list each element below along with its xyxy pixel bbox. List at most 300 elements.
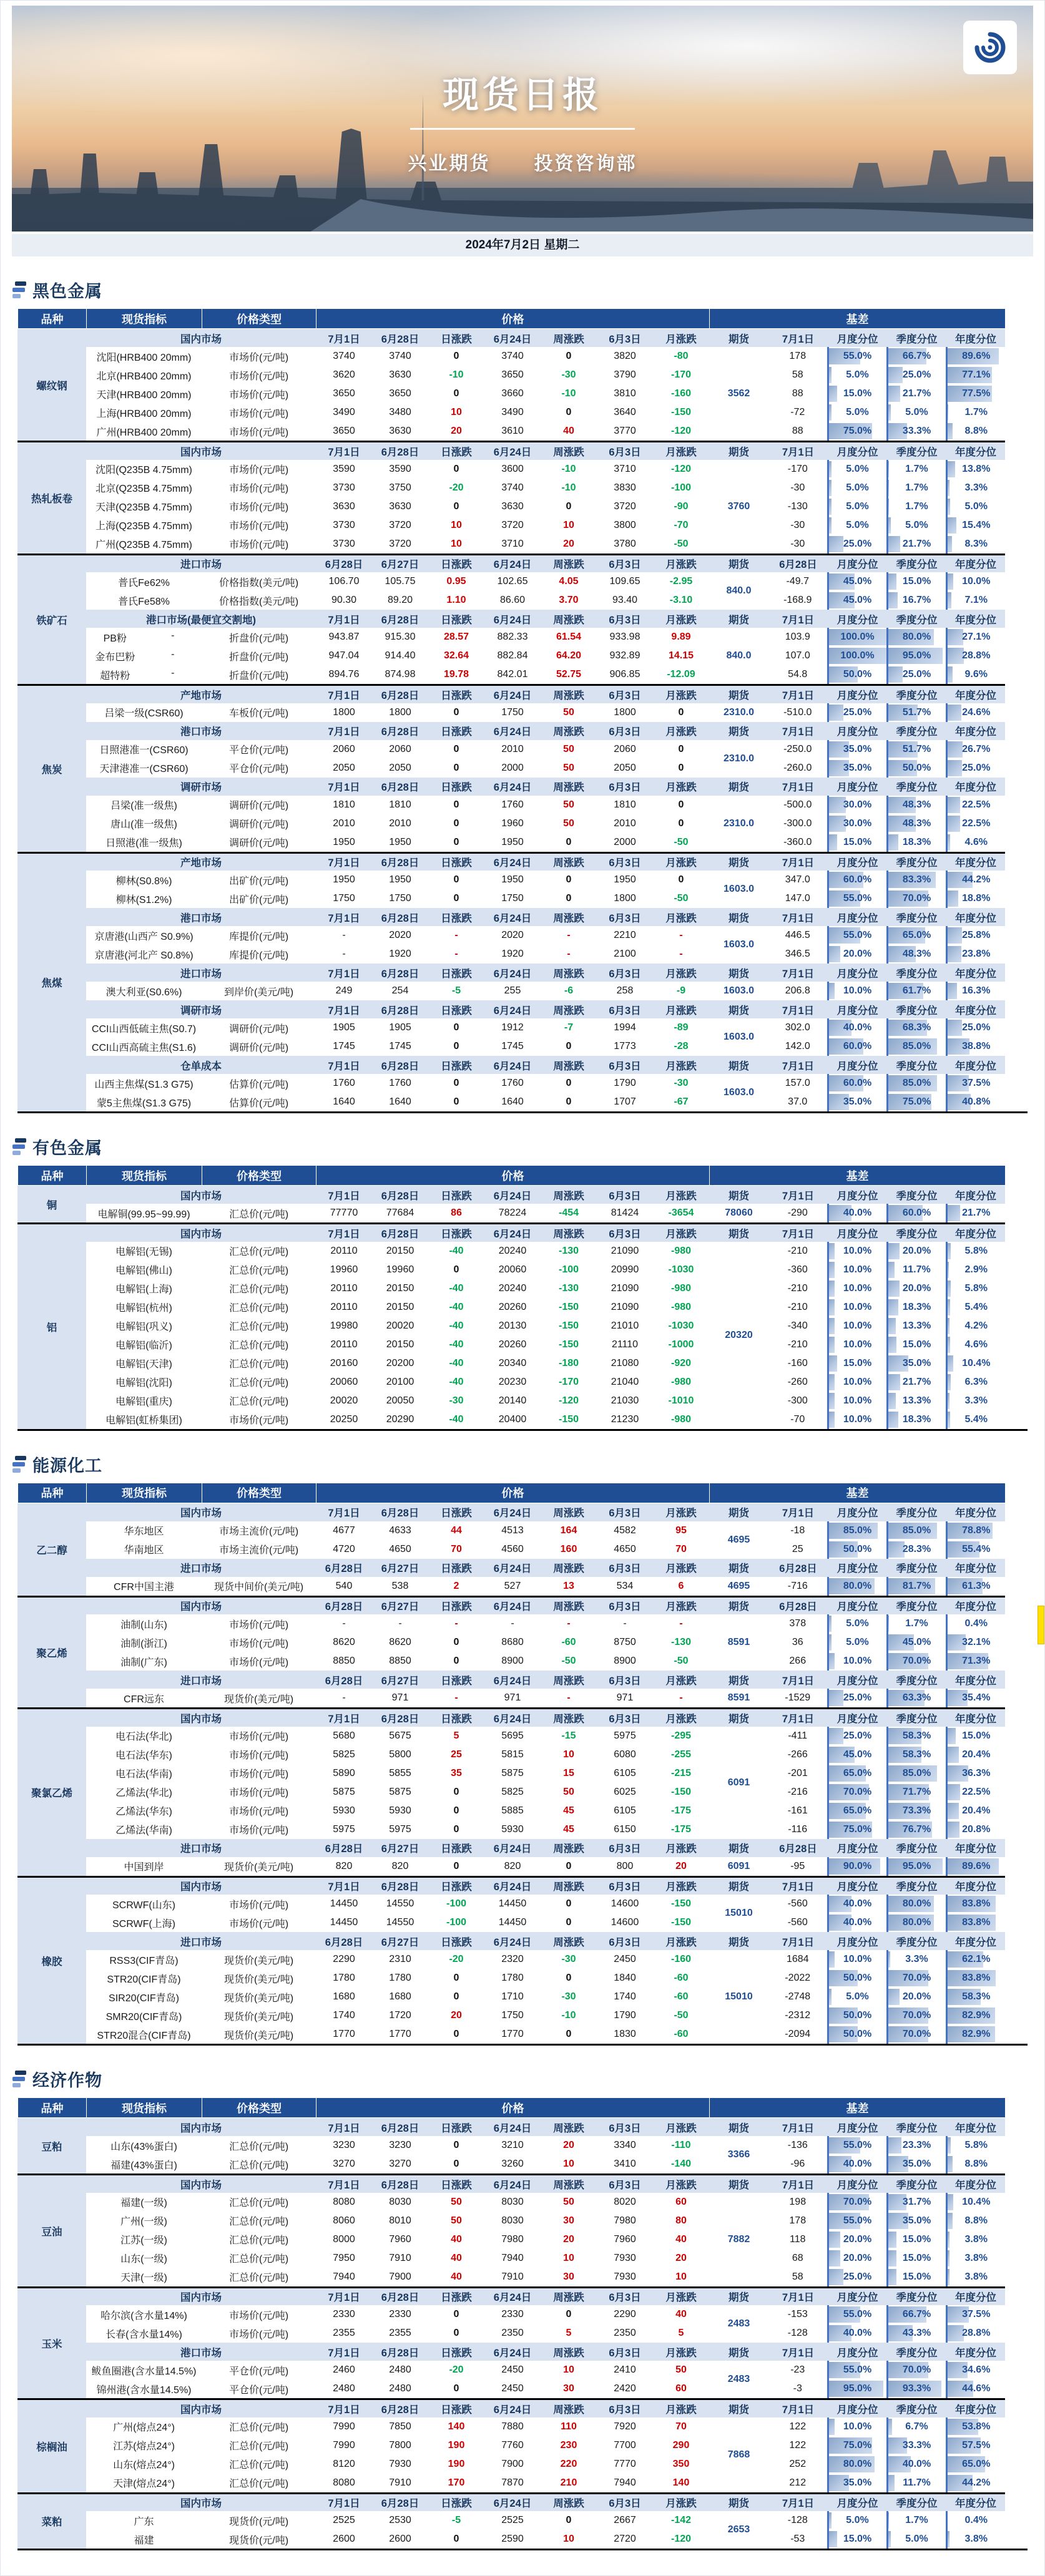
date-column-header: 周涨跌 — [541, 2399, 597, 2417]
table-row — [17, 1652, 1005, 1671]
market-subheader-row — [17, 1000, 1005, 1018]
price-value-cell: 1800 — [316, 703, 372, 722]
table-row — [17, 2230, 1005, 2249]
market-subheader-row — [17, 1671, 1005, 1689]
price-value-cell: 6150 — [597, 1820, 653, 1839]
percentile-column-header: 季度分位 — [887, 778, 946, 796]
column-header-cell: 现货指标 — [87, 309, 202, 329]
table-row — [17, 665, 1005, 684]
percentile-value: 21.7% — [888, 1377, 946, 1388]
percentile-cell — [887, 1820, 946, 1839]
change-value-cell: 30 — [541, 2268, 597, 2286]
price-value-cell: 3730 — [316, 516, 372, 535]
price-value-cell: 800 — [597, 1857, 653, 1876]
date-column-header: 6月24日 — [484, 1671, 541, 1689]
percentile-cell — [887, 1074, 946, 1093]
market-label: 进口市场 — [86, 1932, 316, 1950]
percentile-cell — [828, 926, 887, 945]
table-row — [17, 2511, 1005, 2530]
date-column-header: 周涨跌 — [541, 778, 597, 796]
market-label: 调研市场 — [86, 1000, 316, 1018]
market-subheader-row — [17, 852, 1005, 871]
indicator-cell: 电解铜(99.95~99.99) — [86, 1204, 202, 1222]
market-subheader-row — [17, 778, 1005, 796]
percentile-cell — [887, 1745, 946, 1764]
price-value-cell: 7940 — [484, 2249, 541, 2268]
date-column-header: 周涨跌 — [541, 1503, 597, 1521]
section-header — [12, 1452, 1028, 1476]
change-value-cell: -5 — [428, 2511, 484, 2530]
basis-value-cell: -216 — [768, 1783, 828, 1802]
price-value-cell: 20400 — [484, 1410, 541, 1429]
price-value-cell: 1790 — [597, 2006, 653, 2025]
percentile-cell — [828, 833, 887, 852]
percentile-value: 93.3% — [888, 2383, 946, 2394]
price-value-cell: 2050 — [597, 759, 653, 778]
indicator-cell: 广州(HRB400 20mm) — [86, 422, 202, 441]
price-value-cell: 1760 — [316, 1074, 372, 1093]
percentile-cell — [946, 646, 1005, 665]
price-value-cell: 21090 — [597, 1279, 653, 1298]
change-value-cell: -90 — [653, 497, 709, 516]
date-column-header: 7月1日 — [316, 2287, 372, 2305]
percentile-cell — [946, 516, 1005, 535]
percentile-cell — [887, 572, 946, 591]
market-label: 国内市场 — [86, 2118, 316, 2136]
percentile-cell — [887, 2474, 946, 2492]
price-type-cell: 折盘价(元/吨) — [202, 628, 316, 646]
market-label: 国内市场 — [86, 1503, 316, 1521]
basis-date-header: 7月1日 — [768, 1709, 828, 1727]
percentile-value: 5.0% — [948, 501, 1006, 512]
indicator-cell: 日照港(准一级焦) — [86, 833, 202, 852]
price-value-cell: 1994 — [597, 1018, 653, 1037]
percentile-cell — [828, 2212, 887, 2230]
indicator-cell: 山东(一级) — [86, 2249, 202, 2268]
futures-price-cell: 1603.0 — [709, 871, 768, 908]
percentile-value: 44.2% — [948, 874, 1006, 886]
price-value-cell: 1950 — [372, 833, 428, 852]
table-row — [17, 1913, 1005, 1932]
column-header-cell: 价格类型 — [202, 2098, 316, 2118]
percentile-column-header: 月度分位 — [828, 1709, 887, 1727]
percentile-value: 20.4% — [948, 1805, 1006, 1817]
percentile-value: 75.0% — [829, 2440, 886, 2451]
percentile-value: 26.7% — [948, 744, 1006, 755]
percentile-value: 5.0% — [829, 407, 886, 418]
price-value-cell: 1740 — [316, 2006, 372, 2025]
change-value-cell: 0 — [653, 703, 709, 722]
percentile-value: 21.7% — [888, 388, 946, 399]
variety-group-table — [17, 2174, 1005, 2286]
price-value-cell: 1760 — [372, 1074, 428, 1093]
percentile-value: 75.0% — [829, 426, 886, 437]
date-column-header: 周涨跌 — [541, 1559, 597, 1577]
percentile-cell — [828, 2155, 887, 2174]
change-value-cell: 20 — [541, 535, 597, 554]
indicator-cell: 天津(一级) — [86, 2268, 202, 2286]
price-value-cell: 7980 — [597, 2212, 653, 2230]
percentile-cell — [828, 497, 887, 516]
percentile-cell — [887, 833, 946, 852]
price-value-cell: 3230 — [316, 2136, 372, 2155]
percentile-cell — [887, 2530, 946, 2549]
percentile-value: 25.0% — [829, 539, 886, 550]
price-value-cell: 4650 — [372, 1540, 428, 1559]
percentile-value: 6.7% — [888, 2421, 946, 2432]
price-value-cell: 3230 — [372, 2136, 428, 2155]
percentile-value: 83.8% — [948, 1898, 1006, 1910]
market-subheader-row — [17, 2118, 1005, 2136]
change-value-cell: 10 — [428, 516, 484, 535]
percentile-value: 28.8% — [948, 650, 1006, 661]
date-column-header: 6月27日 — [372, 1559, 428, 1577]
variety-group-table — [17, 2492, 1005, 2549]
percentile-value: 2.9% — [948, 1264, 1006, 1276]
percentile-cell — [828, 703, 887, 722]
price-value-cell: 4720 — [316, 1540, 372, 1559]
variety-group-table — [17, 1222, 1005, 1429]
percentile-cell — [828, 1242, 887, 1261]
percentile-value: 34.6% — [948, 2364, 1006, 2376]
percentile-value: 5.0% — [829, 1637, 886, 1648]
percentile-cell — [828, 572, 887, 591]
change-value-cell: 14.15 — [653, 646, 709, 665]
percentile-value: 1.7% — [888, 1618, 946, 1629]
percentile-value: 55.0% — [829, 351, 886, 362]
change-value-cell: 20 — [541, 2136, 597, 2155]
percentile-value: 77.5% — [948, 388, 1006, 399]
date-column-header: 6月3日 — [597, 2399, 653, 2417]
indicator-with-note — [86, 668, 202, 682]
percentile-value: 35.0% — [829, 763, 886, 774]
date-column-header: 周涨跌 — [541, 442, 597, 460]
title-divider — [410, 128, 635, 130]
table-row — [17, 1727, 1005, 1745]
percentile-cell — [946, 1018, 1005, 1037]
percentile-value: 23.3% — [888, 2140, 946, 2151]
change-value-cell: -40 — [428, 1298, 484, 1317]
price-type-cell: 折盘价(元/吨) — [202, 665, 316, 684]
table-row — [17, 1392, 1005, 1410]
date-column-header: 日涨跌 — [428, 908, 484, 926]
price-value-cell: 1920 — [484, 945, 541, 964]
change-value-cell: 20 — [428, 422, 484, 441]
percentile-cell — [946, 1614, 1005, 1633]
price-value-cell: 20230 — [484, 1373, 541, 1392]
price-value-cell: 4677 — [316, 1521, 372, 1540]
percentile-value: 15.0% — [888, 1339, 946, 1350]
column-header-cell: 基差 — [710, 1166, 1006, 1186]
column-header-cell: 价格 — [316, 1483, 710, 1503]
percentile-column-header: 年度分位 — [946, 2493, 1005, 2511]
percentile-value: 35.0% — [829, 2477, 886, 2489]
percentile-value: 20.0% — [829, 2253, 886, 2264]
date-column-header: 6月3日 — [597, 2287, 653, 2305]
price-value-cell: 3600 — [484, 460, 541, 479]
percentile-value: 57.5% — [948, 2440, 1006, 2451]
basis-value-cell: -136 — [768, 2136, 828, 2155]
percentile-value: 5.0% — [888, 2534, 946, 2545]
percentile-cell — [828, 1913, 887, 1932]
date-column-header: 6月3日 — [597, 1000, 653, 1018]
futures-column-header: 期货 — [709, 2118, 768, 2136]
indicator-cell: 油制(山东) — [86, 1614, 202, 1633]
percentile-column-header: 季度分位 — [887, 1932, 946, 1950]
basis-value-cell: -260 — [768, 1373, 828, 1392]
price-value-cell: 1840 — [597, 1969, 653, 1988]
basis-value-cell: -560 — [768, 1895, 828, 1913]
futures-price-cell: 6091 — [709, 1857, 768, 1876]
column-header-cell: 价格 — [316, 309, 710, 329]
percentile-cell — [887, 403, 946, 422]
futures-price-cell: 7882 — [709, 2193, 768, 2286]
price-value-cell: 93.40 — [597, 591, 653, 610]
date-column-header: 6月28日 — [372, 329, 428, 347]
price-value-cell: 109.65 — [597, 572, 653, 591]
price-value-cell: 7910 — [372, 2474, 428, 2492]
price-value-cell: 7940 — [597, 2474, 653, 2492]
percentile-value: 28.3% — [888, 1544, 946, 1555]
price-value-cell: 3340 — [597, 2136, 653, 2155]
change-value-cell: 0 — [428, 1652, 484, 1671]
date-column-header: 月涨跌 — [653, 554, 709, 572]
variety-group-table — [17, 1503, 1005, 1596]
percentile-value: 38.8% — [948, 1041, 1006, 1052]
percentile-value: 4.6% — [948, 1339, 1006, 1350]
percentile-cell — [828, 2417, 887, 2436]
table-row — [17, 1895, 1005, 1913]
percentile-cell — [946, 1373, 1005, 1392]
date-column-header: 6月24日 — [484, 1596, 541, 1614]
percentile-cell — [887, 460, 946, 479]
basis-date-header: 7月1日 — [768, 1186, 828, 1204]
percentile-cell — [946, 982, 1005, 1000]
percentile-value: 70.0% — [888, 2010, 946, 2021]
basis-value-cell: -411 — [768, 1727, 828, 1745]
price-value-cell: 2530 — [372, 2511, 428, 2530]
change-value-cell: 25 — [428, 1745, 484, 1764]
price-value-cell: - — [484, 1614, 541, 1633]
price-value-cell: 3740 — [484, 479, 541, 497]
change-value-cell: 50 — [541, 740, 597, 759]
price-value-cell: 1905 — [372, 1018, 428, 1037]
price-value-cell: 2525 — [316, 2511, 372, 2530]
date-bar: 2024年7月2日 星期二 — [12, 234, 1033, 256]
basis-value-cell: -168.9 — [768, 591, 828, 610]
basis-value-cell: -360 — [768, 1261, 828, 1279]
percentile-cell — [828, 1298, 887, 1317]
percentile-value: 5.8% — [948, 1283, 1006, 1294]
price-type-cell: 现货价(元/吨) — [202, 2530, 316, 2549]
percentile-value: 71.7% — [888, 1787, 946, 1798]
column-header-cell: 价格 — [316, 1166, 710, 1186]
percentile-cell — [887, 2006, 946, 2025]
percentile-cell — [887, 926, 946, 945]
price-value-cell: 1780 — [316, 1969, 372, 1988]
percentile-cell — [828, 2249, 887, 2268]
change-value-cell: 0 — [428, 1633, 484, 1652]
date-column-header: 7月1日 — [316, 1186, 372, 1204]
percentile-cell — [946, 1969, 1005, 1988]
percentile-column-header: 季度分位 — [887, 1596, 946, 1614]
change-value-cell: -28 — [653, 1037, 709, 1056]
date-column-header: 7月1日 — [316, 1056, 372, 1074]
price-value-cell: 2010 — [484, 740, 541, 759]
price-type-cell: 汇总价(元/吨) — [202, 2474, 316, 2492]
change-value-cell: 0 — [541, 889, 597, 908]
percentile-value: 80.0% — [888, 1898, 946, 1910]
change-value-cell: 0 — [541, 1857, 597, 1876]
percentile-value: 58.3% — [948, 1991, 1006, 2003]
basis-value-cell: 147.0 — [768, 889, 828, 908]
price-value-cell: 3480 — [372, 403, 428, 422]
percentile-column-header: 季度分位 — [887, 722, 946, 740]
date-column-header: 6月24日 — [484, 1056, 541, 1074]
price-value-cell: 3730 — [316, 479, 372, 497]
price-value-cell: 4560 — [484, 1540, 541, 1559]
change-value-cell: -10 — [541, 479, 597, 497]
futures-column-header: 期货 — [709, 778, 768, 796]
change-value-cell: -150 — [541, 1298, 597, 1317]
percentile-cell — [887, 1895, 946, 1913]
date-column-header: 6月3日 — [597, 1876, 653, 1895]
price-value-cell: 1745 — [316, 1037, 372, 1056]
section-tables — [17, 2118, 1028, 2550]
percentile-value: 80.0% — [888, 1917, 946, 1928]
basis-value-cell: 347.0 — [768, 871, 828, 889]
percentile-cell — [946, 497, 1005, 516]
percentile-cell — [828, 1074, 887, 1093]
percentile-cell — [946, 1689, 1005, 1707]
date-column-header: 6月28日 — [316, 554, 372, 572]
percentile-value: 3.8% — [948, 2234, 1006, 2245]
price-type-cell: 库提价(元/吨) — [202, 926, 316, 945]
change-value-cell: -120 — [653, 2530, 709, 2549]
change-value-cell: -100 — [541, 1261, 597, 1279]
date-column-header: 7月1日 — [316, 852, 372, 871]
table-row — [17, 347, 1005, 366]
date-column-header: 6月24日 — [484, 329, 541, 347]
price-value-cell: 7920 — [597, 2417, 653, 2436]
percentile-cell — [828, 2530, 887, 2549]
change-value-cell: 60 — [653, 2379, 709, 2398]
change-value-cell: -40 — [428, 1279, 484, 1298]
change-value-cell: -920 — [653, 1354, 709, 1373]
percentile-value: 75.0% — [888, 1096, 946, 1108]
table-row — [17, 1410, 1005, 1429]
change-value-cell: -60 — [653, 1969, 709, 1988]
percentile-column-header: 季度分位 — [887, 1839, 946, 1857]
price-value-cell: 1780 — [372, 1969, 428, 1988]
table-row — [17, 945, 1005, 964]
basis-value-cell: -500.0 — [768, 796, 828, 814]
change-value-cell: - — [653, 945, 709, 964]
indicator-cell: 北京(HRB400 20mm) — [86, 366, 202, 384]
date-column-header: 6月28日 — [372, 908, 428, 926]
column-header-cell: 品种 — [18, 1166, 87, 1186]
change-value-cell: -170 — [541, 1373, 597, 1392]
price-value-cell: 1810 — [372, 796, 428, 814]
percentile-value: 0.4% — [948, 2515, 1006, 2526]
percentile-cell — [946, 1074, 1005, 1093]
column-header-cell: 价格类型 — [202, 309, 316, 329]
change-value-cell: 0 — [541, 2511, 597, 2530]
percentile-column-header: 月度分位 — [828, 1000, 887, 1018]
percentile-cell — [828, 814, 887, 833]
percentile-cell — [946, 2212, 1005, 2230]
change-value-cell: -180 — [541, 1354, 597, 1373]
column-header-row — [18, 2098, 1006, 2118]
price-type-cell: 现货价(美元/吨) — [202, 1857, 316, 1876]
date-column-header: 6月27日 — [372, 1596, 428, 1614]
price-value-cell: 3650 — [316, 384, 372, 403]
percentile-value: 5.0% — [829, 501, 886, 512]
price-value-cell: 7910 — [372, 2249, 428, 2268]
price-type-cell: 市场价(元/吨) — [202, 2324, 316, 2343]
date-column-header: 日涨跌 — [428, 1056, 484, 1074]
indicator-cell: 电解铝(杭州) — [86, 1298, 202, 1317]
percentile-cell — [946, 1392, 1005, 1410]
price-value-cell: 3410 — [597, 2155, 653, 2174]
price-value-cell: 8900 — [597, 1652, 653, 1671]
table-row — [17, 2455, 1005, 2474]
price-value-cell: 842.01 — [484, 665, 541, 684]
date-column-header: 6月28日 — [372, 1876, 428, 1895]
price-type-cell: 汇总价(元/吨) — [202, 2436, 316, 2455]
price-value-cell: 3710 — [484, 535, 541, 554]
date-column-header: 6月3日 — [597, 2118, 653, 2136]
percentile-value: 1.7% — [888, 2515, 946, 2526]
indicator-cell: RSS3(CIF青岛) — [86, 1950, 202, 1969]
market-subheader-row — [17, 1559, 1005, 1577]
variety-group-table — [17, 1596, 1005, 1708]
percentile-value: 66.7% — [888, 2309, 946, 2320]
percentile-cell — [946, 1633, 1005, 1652]
price-type-cell: 现货价(美元/吨) — [202, 1689, 316, 1707]
futures-price-cell: 20320 — [709, 1242, 768, 1429]
date-column-header: 6月28日 — [316, 1671, 372, 1689]
price-value-cell: 2450 — [484, 2379, 541, 2398]
percentile-value: 13.3% — [888, 1395, 946, 1407]
basis-value-cell: -161 — [768, 1802, 828, 1820]
percentile-value: 85.0% — [888, 1041, 946, 1052]
indicator-cell: 上海(Q235B 4.75mm) — [86, 516, 202, 535]
table-row — [17, 2025, 1005, 2044]
percentile-cell — [946, 945, 1005, 964]
table-row — [17, 2249, 1005, 2268]
indicator-cell: 天津(Q235B 4.75mm) — [86, 497, 202, 516]
variety-group-table — [17, 1876, 1005, 2044]
percentile-value: 11.7% — [888, 2477, 946, 2489]
percentile-cell — [946, 833, 1005, 852]
basis-value-cell: -2094 — [768, 2025, 828, 2044]
price-value-cell: 947.04 — [316, 646, 372, 665]
percentile-column-header: 季度分位 — [887, 610, 946, 628]
percentile-value: 10.0% — [829, 985, 886, 997]
price-value-cell: 7770 — [597, 2455, 653, 2474]
futures-column-header: 期货 — [709, 1932, 768, 1950]
percentile-column-header: 季度分位 — [887, 852, 946, 871]
basis-date-header: 7月1日 — [768, 908, 828, 926]
section-bullet-icon — [12, 2071, 26, 2087]
change-value-cell: 5 — [653, 2324, 709, 2343]
change-value-cell: -10 — [541, 2006, 597, 2025]
percentile-cell — [887, 814, 946, 833]
indicator-cell: 山东(43%蛋白) — [86, 2136, 202, 2155]
percentile-value: 3.8% — [948, 2534, 1006, 2545]
price-value-cell: 933.98 — [597, 628, 653, 646]
